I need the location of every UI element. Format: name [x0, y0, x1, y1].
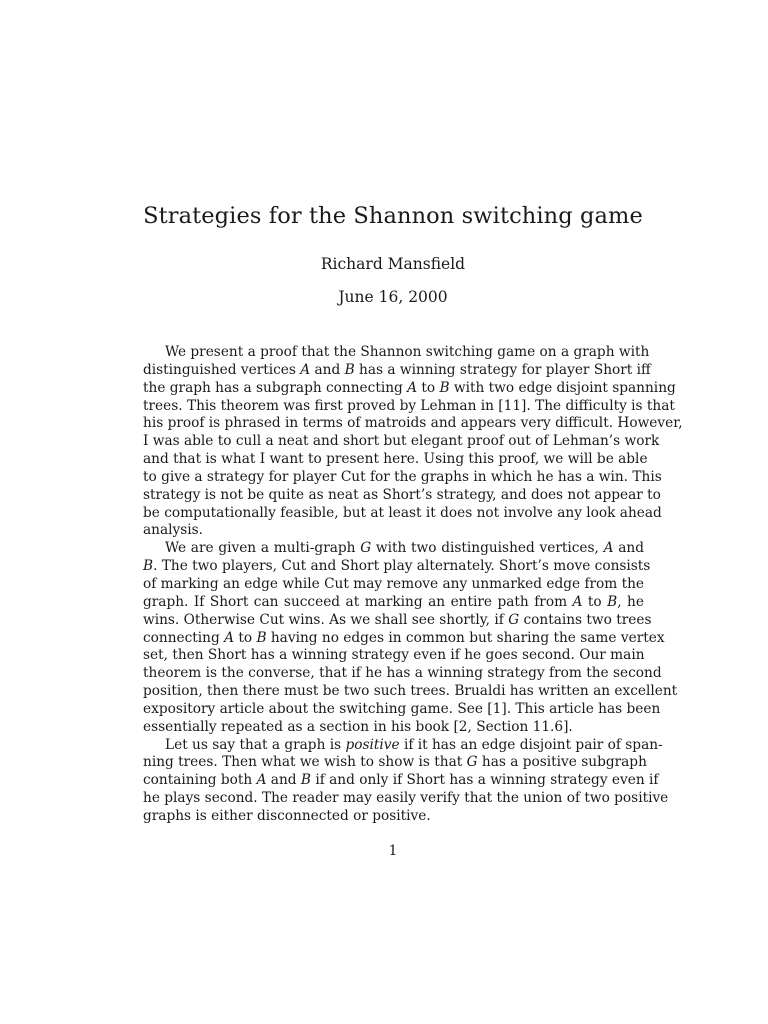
- text-line: I was able to cull a neat and short but elegant proof out of Lehman’s work: [143, 433, 660, 450]
- text-line: Let us say that a graph is positive if it has an edge disjoint pair of span-: [165, 736, 663, 753]
- text-line: distinguished vertices A and B has a winning strategy for player Short iff: [143, 361, 651, 378]
- text-line: his proof is phrased in terms of matroids and appears very difficult. However,: [143, 415, 683, 432]
- text-line: the graph has a subgraph connecting A to B with two edge disjoint spanning: [143, 379, 676, 396]
- text-line: trees. This theorem was first proved by Lehman in [11]. The difficulty is that: [143, 397, 675, 414]
- text-line: B. The two players, Cut and Short play alternately. Short’s move consists: [143, 558, 651, 575]
- text-line: set, then Short has a winning strategy even if he goes second. Our main: [143, 647, 645, 664]
- paper-date: June 16, 2000: [338, 288, 448, 306]
- text-line: containing both A and B if and only if Short has a winning strategy even if: [143, 772, 659, 789]
- text-line: theorem is the converse, that if he has a winning strategy from the second: [143, 665, 662, 682]
- paragraph: [143, 344, 683, 540]
- text-line: position, then there must be two such trees. Brualdi has written an excellent: [143, 683, 678, 700]
- text-line: strategy is not be quite as neat as Short’s strategy, and does not appear to: [143, 486, 661, 503]
- text-line: and that is what I want to present here. Using this proof, we will be able: [143, 451, 648, 468]
- text-line: to give a strategy for player Cut for the graphs in which he has a win. This: [143, 468, 662, 485]
- text-line: expository article about the switching game. See [1]. This article has been: [143, 700, 661, 717]
- text-line: graph. If Short can succeed at marking an entire path from A to B, he: [143, 593, 644, 610]
- paragraph: [143, 736, 669, 826]
- text-line: We are given a multi-graph G with two distinguished vertices, A and: [165, 540, 644, 557]
- page-number: 1: [388, 843, 398, 859]
- text-line: graphs is either disconnected or positive.: [143, 807, 431, 824]
- text-line: ning trees. Then what we wish to show is that G has a positive subgraph: [143, 754, 647, 771]
- text-line: of marking an edge while Cut may remove any unmarked edge from the: [143, 575, 645, 592]
- text-line: essentially repeated as a section in his book [2, Section 11.6].: [143, 718, 573, 735]
- paper-body: [143, 344, 683, 826]
- paragraph: [143, 540, 678, 736]
- text-line: We present a proof that the Shannon switching game on a graph with: [165, 344, 650, 360]
- text-line: analysis.: [143, 522, 204, 539]
- text-line: connecting A to B having no edges in common but sharing the same vertex: [143, 629, 665, 646]
- text-line: he plays second. The reader may easily verify that the union of two positive: [143, 790, 669, 807]
- paper-author: Richard Mansfield: [320, 255, 466, 273]
- paper-title: Strategies for the Shannon switching game: [143, 203, 643, 229]
- text-line: be computationally feasible, but at least it does not involve any look ahead: [143, 504, 662, 521]
- text-line: wins. Otherwise Cut wins. As we shall see shortly, if G contains two trees: [143, 611, 652, 628]
